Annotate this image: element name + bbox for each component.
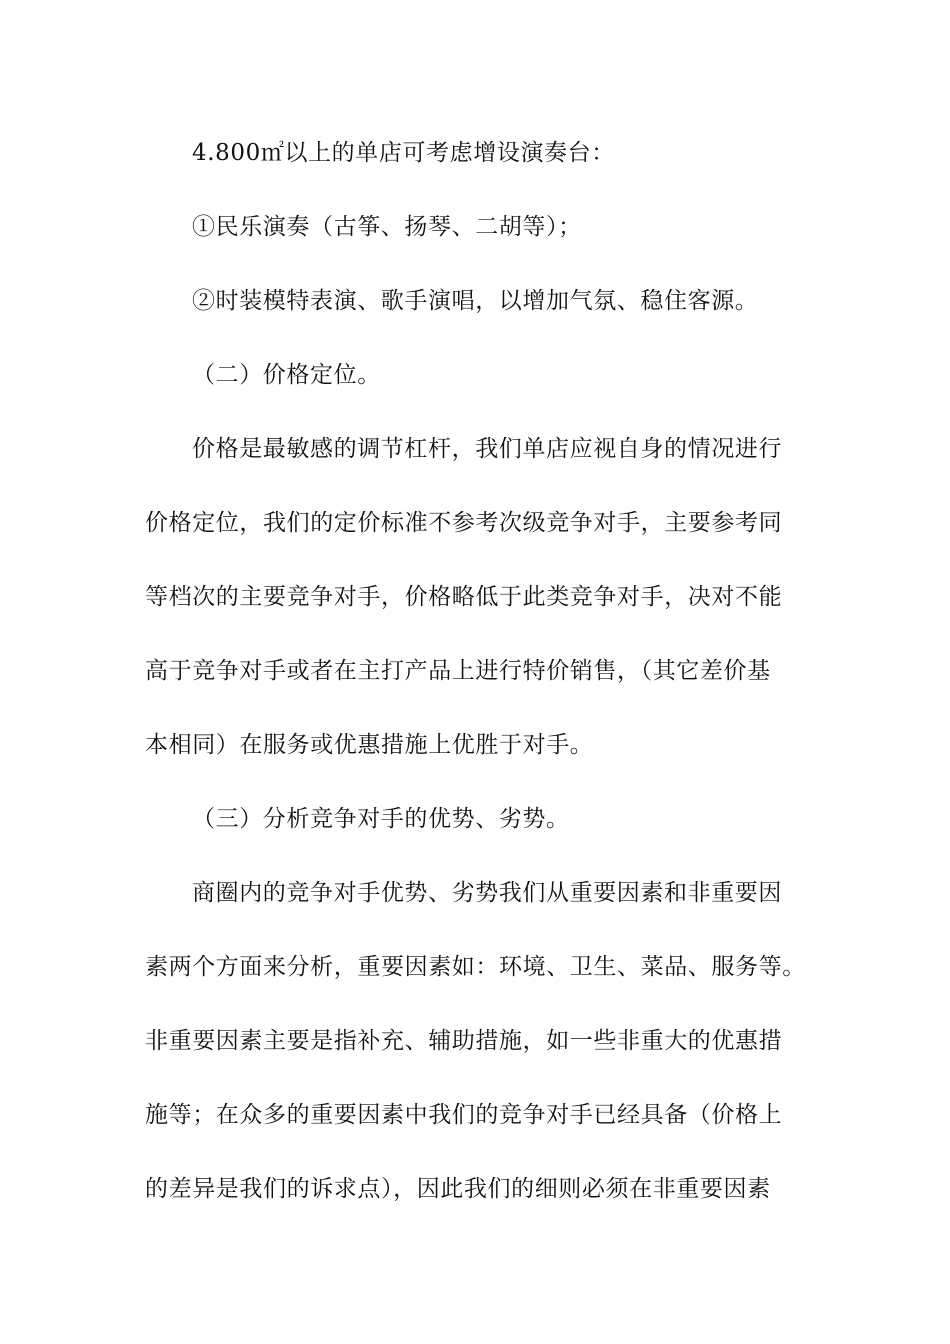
list-item-folk-music: ①民乐演奏（古筝、扬琴、二胡等）； xyxy=(192,214,582,240)
section-heading-pricing: （二）价格定位。 xyxy=(192,362,381,388)
paragraph-line: 本相同）在服务或优惠措施上优胜于对手。 xyxy=(145,732,594,758)
paragraph-line: 商圈内的竞争对手优势、劣势我们从重要因素和非重要因 xyxy=(192,880,782,906)
paragraph-line: 的差异是我们的诉求点），因此我们的细则必须在非重要因素 xyxy=(145,1176,771,1202)
paragraph-line: 高于竞争对手或者在主打产品上进行特价销售，（其它差价基 xyxy=(145,658,771,684)
paragraph-line: 等档次的主要竞争对手，价格略低于此类竞争对手，决对不能 xyxy=(145,584,783,610)
paragraph-line: 价格定位，我们的定价标准不参考次级竞争对手，主要参考同 xyxy=(145,510,783,536)
paragraph-line-stage-size: 4.800㎡以上的单店可考虑增设演奏台： xyxy=(192,140,615,166)
paragraph-line: 非重要因素主要是指补充、辅助措施，如一些非重大的优惠措 xyxy=(145,1028,783,1054)
list-item-fashion-show: ②时装模特表演、歌手演唱，以增加气氛、稳住客源。 xyxy=(192,288,759,314)
section-heading-competitor-analysis: （三）分析竞争对手的优势、劣势。 xyxy=(192,806,570,832)
paragraph-line: 施等；在众多的重要因素中我们的竞争对手已经具备（价格上 xyxy=(145,1102,783,1128)
paragraph-line: 价格是最敏感的调节杠杆，我们单店应视自身的情况进行 xyxy=(192,436,782,462)
paragraph-line: 素两个方面来分析，重要因素如：环境、卫生、菜品、服务等。 xyxy=(145,954,806,980)
